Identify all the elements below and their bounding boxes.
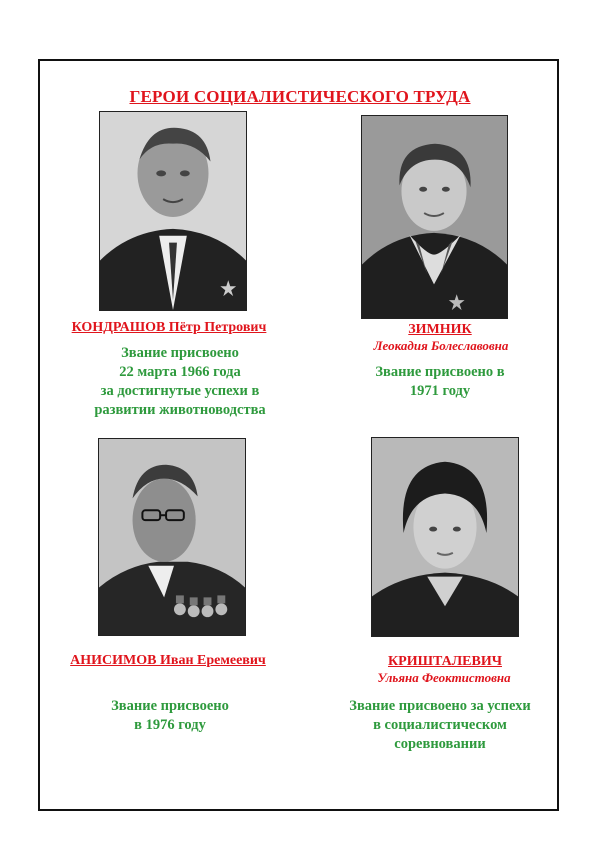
hero-surname-zimnik: ЗИМНИК <box>408 322 472 337</box>
page-title: ГЕРОИ СОЦИАЛИСТИЧЕСКОГО ТРУДА <box>129 87 471 106</box>
hero-given-name-krishtalevich: Ульяна Феоктистовна <box>377 670 511 685</box>
hero-surname-krishtalevich: КРИШТАЛЕВИЧ <box>388 654 502 669</box>
hero-name-anisimov: АНИСИМОВ Иван Еремеевич <box>70 653 266 668</box>
hero-given-name-zimnik: Леокадия Болеславовна <box>373 338 509 353</box>
portrait-krishtalevich <box>371 437 519 637</box>
hero-description-zimnik: Звание присвоено в 1971 году <box>375 364 505 399</box>
portrait-anisimov <box>98 438 246 636</box>
hero-description-krishtalevich: Звание присвоено за успехи в социалистическом соревновании <box>349 698 531 752</box>
hero-description-kondrashov: Звание присвоено 22 марта 1966 года за достигнутые успехи в развитии животноводства <box>94 345 266 418</box>
hero-description-anisimov: Звание присвоено в 1976 году <box>111 698 229 733</box>
hero-name-kondrashov: КОНДРАШОВ Пётр Петрович <box>71 320 267 335</box>
portrait-kondrashov <box>99 111 247 311</box>
portrait-zimnik <box>361 115 508 319</box>
